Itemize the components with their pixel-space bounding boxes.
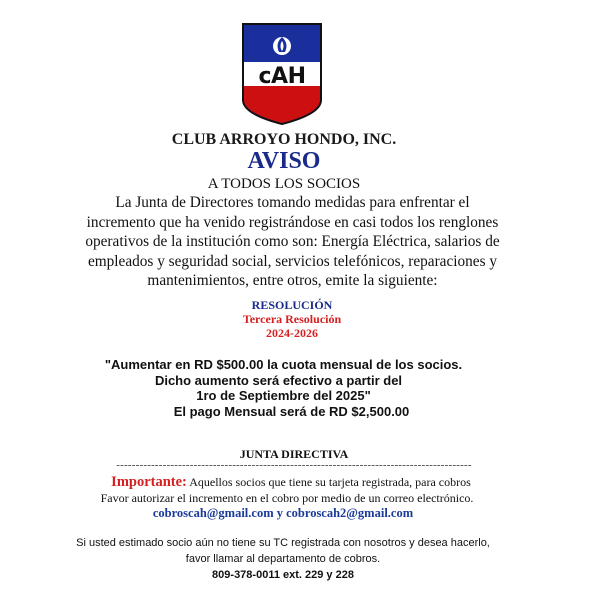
intro-line: empleados y seguridad social, servicios telefónicos, reparaciones y xyxy=(87,252,498,270)
resolution-number: Tercera Resolución xyxy=(242,312,342,326)
announcement-block xyxy=(0,357,600,419)
resolution-period: 2024-2026 xyxy=(266,326,318,340)
signature-label: JUNTA DIRECTIVA xyxy=(239,447,349,461)
intro-line: mantenimientos, entre otros, emite la siguiente: xyxy=(147,272,438,290)
important-label: Importante: xyxy=(111,474,187,490)
notice-title: AVISO xyxy=(247,148,321,174)
crest-emblem-icon xyxy=(273,37,291,55)
phone-number[interactable]: 809-378-0011 ext. 229 y 228 xyxy=(212,569,354,581)
intro-line: incremento que ha venido registrándose en casi todos los renglones xyxy=(86,213,499,231)
important-text: Aquellos socios que tiene su tarjeta registrada, para cobros xyxy=(186,475,471,489)
signature-separator: -------------------------------------------------------------------------------------------- xyxy=(116,459,472,471)
announcement-line: El pago Mensual será de RD $2,500.00 xyxy=(173,403,410,419)
intro-paragraph xyxy=(40,193,545,291)
authorization-line: Favor autorizar el incremento en el cobro por medio de un correo electrónico. xyxy=(100,491,474,505)
important-note xyxy=(0,474,591,491)
club-logo xyxy=(241,22,323,126)
call-line: favor llamar al departamento de cobros. xyxy=(185,553,381,565)
resolution-heading: RESOLUCIÓN xyxy=(251,298,333,312)
club-name: CLUB ARROYO HONDO, INC. xyxy=(171,131,397,148)
audience-line: A TODOS LOS SOCIOS xyxy=(207,176,361,192)
registration-line: Si usted estimado socio aún no tiene su TC registrada con nosotros y desea hacerlo, xyxy=(76,537,490,549)
announcement-line: Dicho aumento será efectivo a partir del xyxy=(154,372,403,388)
contact-emails[interactable]: cobroscah@gmail.com y cobroscah2@gmail.com xyxy=(152,506,414,520)
announcement-line: "Aumentar en RD $500.00 la cuota mensual de los socios. xyxy=(104,357,463,372)
announcement-line: 1ro de Septiembre del 2025" xyxy=(196,388,371,403)
logo-letters: cAH xyxy=(258,64,306,89)
intro-line: operativos de la institución como son: Energía Eléctrica, salarios de xyxy=(85,233,500,251)
intro-line: La Junta de Directores tomando medidas para enfrentar el xyxy=(115,194,470,211)
